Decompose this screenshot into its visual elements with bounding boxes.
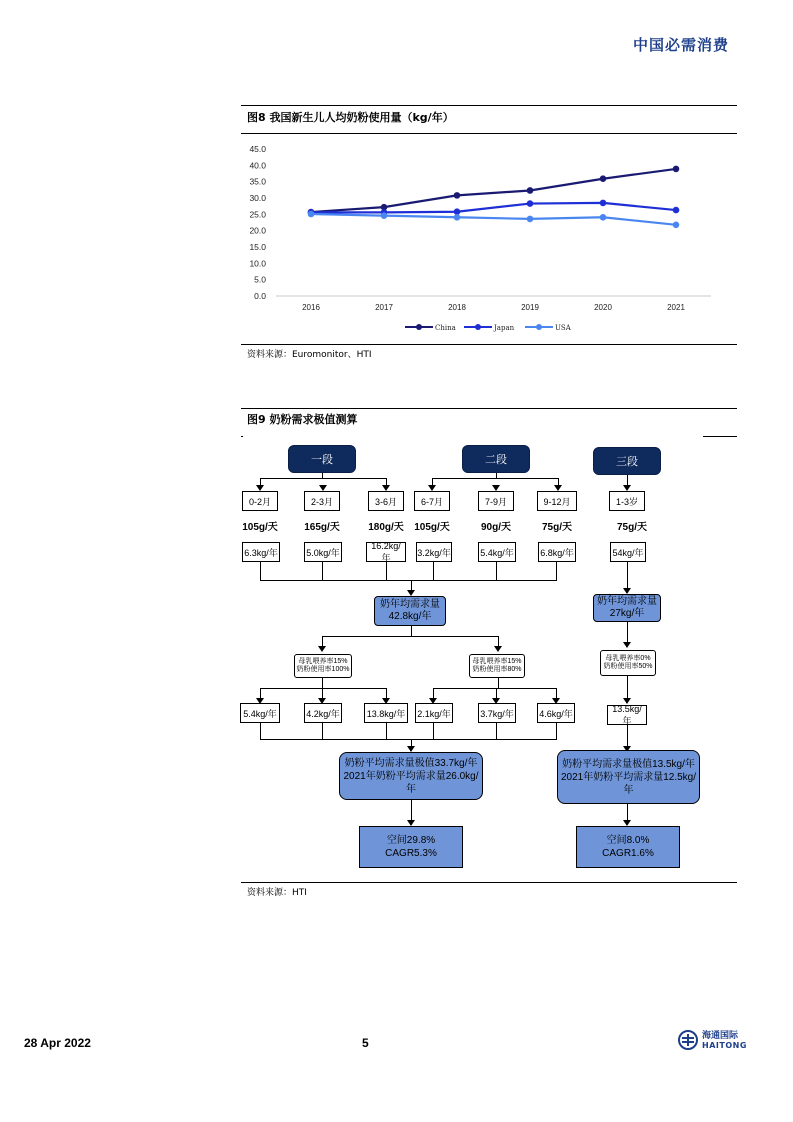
figure8-title-rule (241, 133, 737, 134)
connector (260, 723, 261, 739)
rate-box-1-line2: 奶粉使用率100% (296, 666, 350, 673)
connector (322, 678, 323, 688)
annual-box: 5.0kg/年 (304, 542, 342, 562)
data-point-usa (454, 214, 461, 221)
annual-box: 16.2kg/年 (366, 542, 406, 562)
rate-box-1-line1: 母乳喂养率15% (298, 658, 348, 665)
peak-demand-right (557, 750, 700, 804)
adjusted-box: 4.2kg/年 (304, 703, 342, 723)
data-point-china (454, 192, 461, 199)
annual-box: 6.8kg/年 (538, 542, 576, 562)
y-tick-label: 5.0 (254, 274, 266, 285)
adjusted-box: 4.6kg/年 (537, 703, 575, 723)
figure8-source: 资料来源：Euromonitor、HTI (247, 350, 372, 360)
legend-marker (536, 324, 542, 330)
legend-label: Japan (494, 324, 515, 332)
growth-space-right-line2: CAGR1.6% (602, 848, 654, 859)
figure9-source: 资料来源：HTI (247, 888, 307, 898)
connector (627, 562, 628, 590)
figure8-top-rule (241, 105, 737, 106)
data-point-japan (527, 200, 534, 207)
flow-diagram (236, 436, 738, 878)
rate-box-1 (294, 654, 352, 678)
daily-label: 165g/天 (304, 522, 340, 533)
connector (260, 580, 557, 581)
growth-space-left-line2: CAGR5.3% (385, 848, 437, 859)
age-box: 1-3岁 (609, 491, 645, 511)
rate-box-3-line1: 母乳喂养率0% (605, 655, 651, 662)
logo-text-en: HAITONG (702, 1040, 747, 1050)
stage1-box: 一段 (288, 445, 356, 473)
x-tick-label: 2020 (594, 303, 612, 312)
growth-space-right-line1: 空间8.0% (606, 835, 650, 846)
figure9-title: 图9 奶粉需求极值测算 (247, 413, 358, 426)
arrow-head (623, 642, 631, 648)
rate-box-2-line1: 母乳喂养率15% (472, 658, 522, 665)
connector (386, 562, 387, 580)
figure8-title: 图8 我国新生儿人均奶粉使用量（kg/年） (247, 111, 454, 124)
data-point-usa (527, 216, 534, 223)
adjusted-box: 2.1kg/年 (415, 703, 453, 723)
annual-box: 54kg/年 (610, 542, 646, 562)
data-point-japan (673, 207, 680, 214)
connector (260, 478, 386, 479)
connector (322, 562, 323, 580)
connector (496, 562, 497, 580)
age-box: 0-2月 (242, 491, 278, 511)
connector (498, 678, 499, 688)
figure8-bottom-rule (241, 344, 737, 345)
report-date: 28 Apr 2022 (24, 1036, 91, 1050)
connector (386, 723, 387, 739)
annual-box: 5.4kg/年 (478, 542, 516, 562)
y-tick-label: 25.0 (249, 209, 266, 220)
daily-label: 90g/天 (480, 522, 511, 533)
adjusted-box: 13.8kg/年 (364, 703, 408, 723)
x-tick-label: 2019 (521, 303, 539, 312)
avg-demand-left-line1: 奶年均需求量 (380, 599, 440, 610)
connector (411, 626, 412, 636)
legend-label: USA (555, 324, 571, 332)
rate-box-2-line2: 奶粉使用率80% (472, 666, 522, 673)
peak-demand-left (339, 752, 483, 800)
daily-label: 105g/天 (414, 522, 450, 533)
connector (433, 723, 434, 739)
data-point-china (673, 166, 680, 173)
connector (260, 739, 557, 740)
arrow-head (494, 646, 502, 652)
growth-space-left-line1: 空间29.8% (386, 835, 436, 846)
connector (627, 676, 628, 700)
avg-demand-right (593, 594, 661, 622)
stage2-box: 二段 (462, 445, 530, 473)
y-tick-label: 20.0 (249, 225, 266, 236)
growth-space-left (359, 826, 463, 868)
age-box: 2-3月 (304, 491, 340, 511)
connector (260, 562, 261, 580)
report-header-title: 中国必需消费 (632, 36, 729, 54)
arrow-head (318, 646, 326, 652)
data-point-usa (600, 214, 607, 221)
haitong-logo (678, 1030, 747, 1050)
age-box: 9-12月 (537, 491, 577, 511)
logo-text-cn: 海通国际 (702, 1030, 739, 1041)
avg-demand-right-line2: 27kg/年 (609, 608, 645, 619)
connector (322, 723, 323, 739)
peak-demand-left-line1: 奶粉平均需求量极值33.7kg/年 (344, 757, 478, 769)
age-box: 6-7月 (414, 491, 450, 511)
connector (411, 800, 412, 822)
connector (432, 478, 558, 479)
adjusted-box: 13.5kg/年 (607, 705, 647, 725)
peak-demand-right-line2: 2021年奶粉平均需求量12.5kg/年 (560, 771, 697, 796)
legend-marker (416, 324, 422, 330)
data-point-usa (381, 212, 388, 219)
adjusted-box: 3.7kg/年 (478, 703, 516, 723)
daily-label: 75g/天 (541, 522, 572, 533)
data-point-china (600, 175, 607, 182)
connector (322, 473, 323, 478)
series-line-usa (311, 214, 676, 225)
age-box: 7-9月 (478, 491, 514, 511)
figure9-top-rule (241, 408, 737, 409)
x-tick-label: 2016 (302, 303, 320, 312)
daily-label: 105g/天 (242, 522, 278, 533)
legend-marker (475, 324, 481, 330)
data-point-usa (673, 221, 680, 228)
avg-demand-right-line1: 奶年均需求量 (597, 596, 657, 607)
data-point-china (527, 187, 534, 194)
y-tick-label: 35.0 (249, 176, 266, 187)
connector (556, 723, 557, 739)
y-tick-label: 15.0 (249, 242, 266, 252)
connector (556, 562, 557, 580)
age-box: 3-6月 (368, 491, 404, 511)
rate-box-3 (600, 650, 656, 676)
peak-demand-right-line1: 奶粉平均需求量极值13.5kg/年 (562, 758, 695, 770)
adjusted-box: 5.4kg/年 (240, 703, 280, 723)
y-tick-label: 40.0 (249, 160, 266, 171)
x-tick-label: 2017 (375, 303, 393, 312)
connector (496, 723, 497, 739)
haitong-logo-icon (678, 1030, 698, 1050)
connector (496, 473, 497, 478)
legend-label: China (435, 324, 456, 332)
annual-box: 3.2kg/年 (416, 542, 452, 562)
annual-box: 6.3kg/年 (242, 542, 280, 562)
x-tick-label: 2018 (448, 303, 466, 312)
connector (627, 622, 628, 644)
avg-demand-left (374, 596, 446, 626)
data-point-usa (308, 211, 315, 218)
growth-space-right (576, 826, 680, 868)
connector (322, 636, 498, 637)
rate-box-2 (469, 654, 525, 678)
y-tick-label: 30.0 (249, 193, 266, 203)
line-chart (241, 135, 737, 343)
connector (433, 562, 434, 580)
x-tick-label: 2021 (667, 303, 685, 312)
peak-demand-left-line2: 2021年奶粉平均需求量26.0kg/年 (343, 770, 479, 795)
connector (260, 688, 386, 689)
y-tick-label: 0.0 (254, 291, 266, 301)
stage3-box: 三段 (593, 447, 661, 475)
y-tick-label: 10.0 (249, 258, 266, 269)
figure9-bottom-rule (241, 882, 737, 883)
daily-label: 180g/天 (368, 522, 404, 533)
daily-label: 75g/天 (616, 522, 647, 533)
connector (433, 688, 557, 689)
page-number: 5 (362, 1036, 369, 1050)
rate-box-3-line2: 奶粉使用率50% (603, 663, 653, 670)
y-tick-label: 45.0 (249, 144, 266, 154)
avg-demand-left-line2: 42.8kg/年 (388, 611, 432, 622)
data-point-japan (600, 200, 607, 207)
